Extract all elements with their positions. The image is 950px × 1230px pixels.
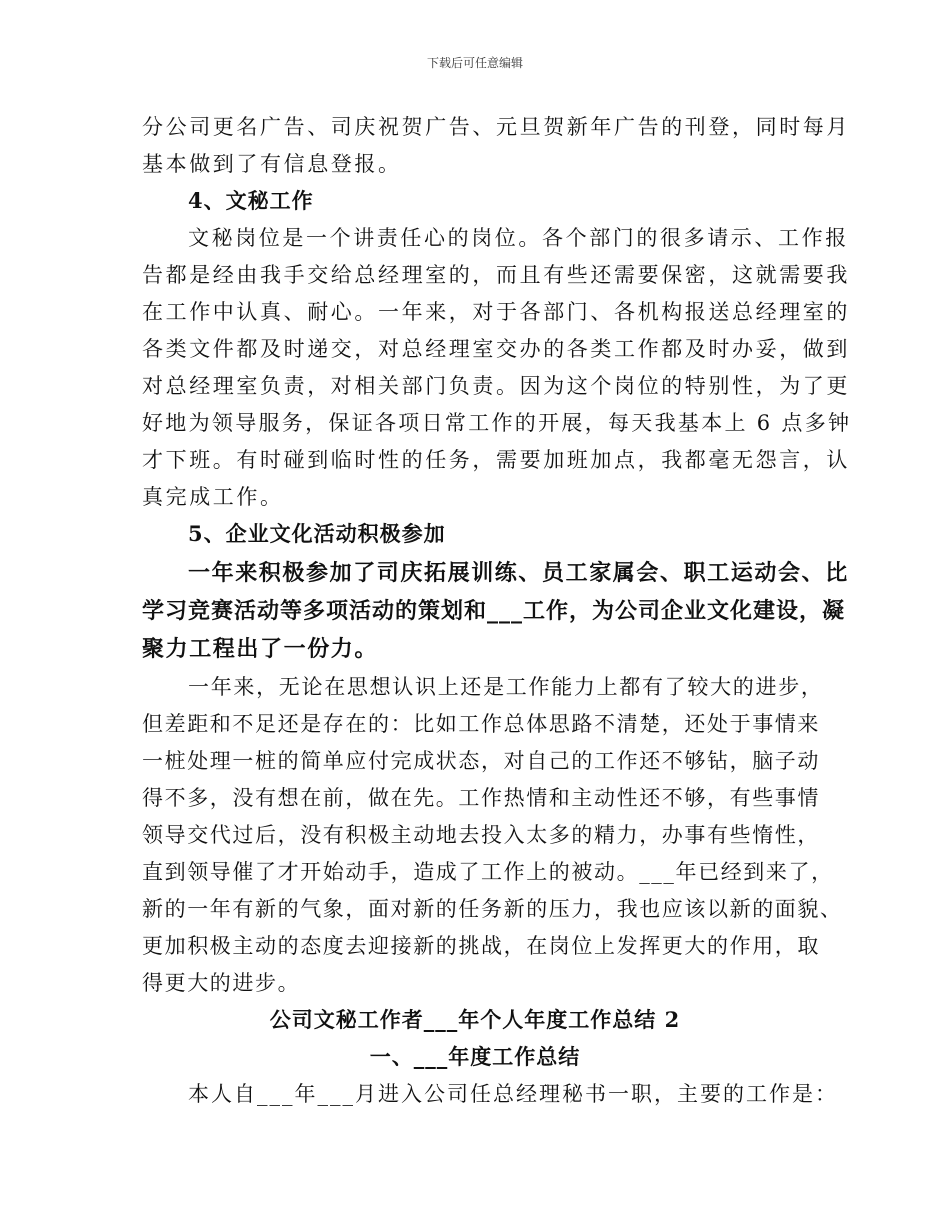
- paragraph-line: 但差距和不足还是存在的：比如工作总体思路不清楚，还处于事情来: [142, 712, 820, 736]
- paragraph-line: 好地为领导服务，保证各项日常工作的开展，每天我基本上 6 点多钟: [142, 411, 852, 435]
- paragraph-line: 更加积极主动的态度去迎接新的挑战，在岗位上发挥更大的作用，取: [142, 934, 820, 958]
- bold-paragraph-line: 一年来积极参加了司庆拓展训练、员工家属会、职工运动会、比: [188, 560, 849, 586]
- paragraph-line: 各类文件都及时递交，对总经理室交办的各类工作都及时办妥，做到: [142, 337, 850, 361]
- paragraph-line: 直到领导催了才开始动手，造成了工作上的被动。___年已经到来了，: [142, 860, 834, 884]
- paragraph-line: 告都是经由我手交给总经理室的，而且有些还需要保密，这就需要我: [142, 263, 850, 287]
- paragraph-line: 在工作中认真、耐心。一年来，对于各部门、各机构报送总经理室的: [142, 300, 850, 324]
- paragraph-line: 分公司更名广告、司庆祝贺广告、元旦贺新年广告的刊登，同时每月: [142, 115, 850, 139]
- section-title: 一、___年度工作总结: [369, 1044, 581, 1069]
- paragraph-line: 才下班。有时碰到临时性的任务，需要加班加点，我都毫无怨言，认: [142, 448, 850, 472]
- paragraph-line: 基本做到了有信息登报。: [142, 152, 402, 176]
- document-title: 公司文秘工作者___年个人年度工作总结 2: [269, 1007, 681, 1032]
- paragraph-line: 领导交代过后，没有积极主动地去投入太多的精力，办事有些惰性，: [142, 823, 820, 847]
- paragraph-line: 一年来，无论在思想认识上还是工作能力上都有了较大的进步，: [188, 675, 824, 699]
- paragraph-line: 真完成工作。: [142, 485, 284, 509]
- paragraph-line: 本人自___年___月进入公司任总经理秘书一职，主要的工作是：: [188, 1082, 838, 1106]
- section-heading: 5、企业文化活动积极参加: [188, 521, 446, 546]
- paragraph-line: 得不多，没有想在前，做在先。工作热情和主动性还不够，有些事情: [142, 786, 820, 810]
- paragraph-line: 对总经理室负责，对相关部门负责。因为这个岗位的特别性，为了更: [142, 374, 850, 398]
- bold-paragraph-line: 学习竞赛活动等多项活动的策划和___工作，为公司企业文化建设，凝: [142, 598, 846, 624]
- paragraph-line: 文秘岗位是一个讲责任心的岗位。各个部门的很多请示、工作报: [188, 226, 849, 250]
- page-header: 下载后可任意编辑: [426, 56, 523, 70]
- bold-paragraph-line: 聚力工程出了一份力。: [142, 636, 379, 662]
- paragraph-line: 得更大的进步。: [142, 971, 301, 995]
- section-heading: 4、文秘工作: [188, 188, 314, 213]
- paragraph-line: 一桩处理一桩的简单应付完成状态，对自己的工作还不够钻，脑子动: [142, 749, 820, 773]
- paragraph-line: 新的一年有新的气象，面对新的任务新的压力，我也应该以新的面貌、: [142, 897, 843, 921]
